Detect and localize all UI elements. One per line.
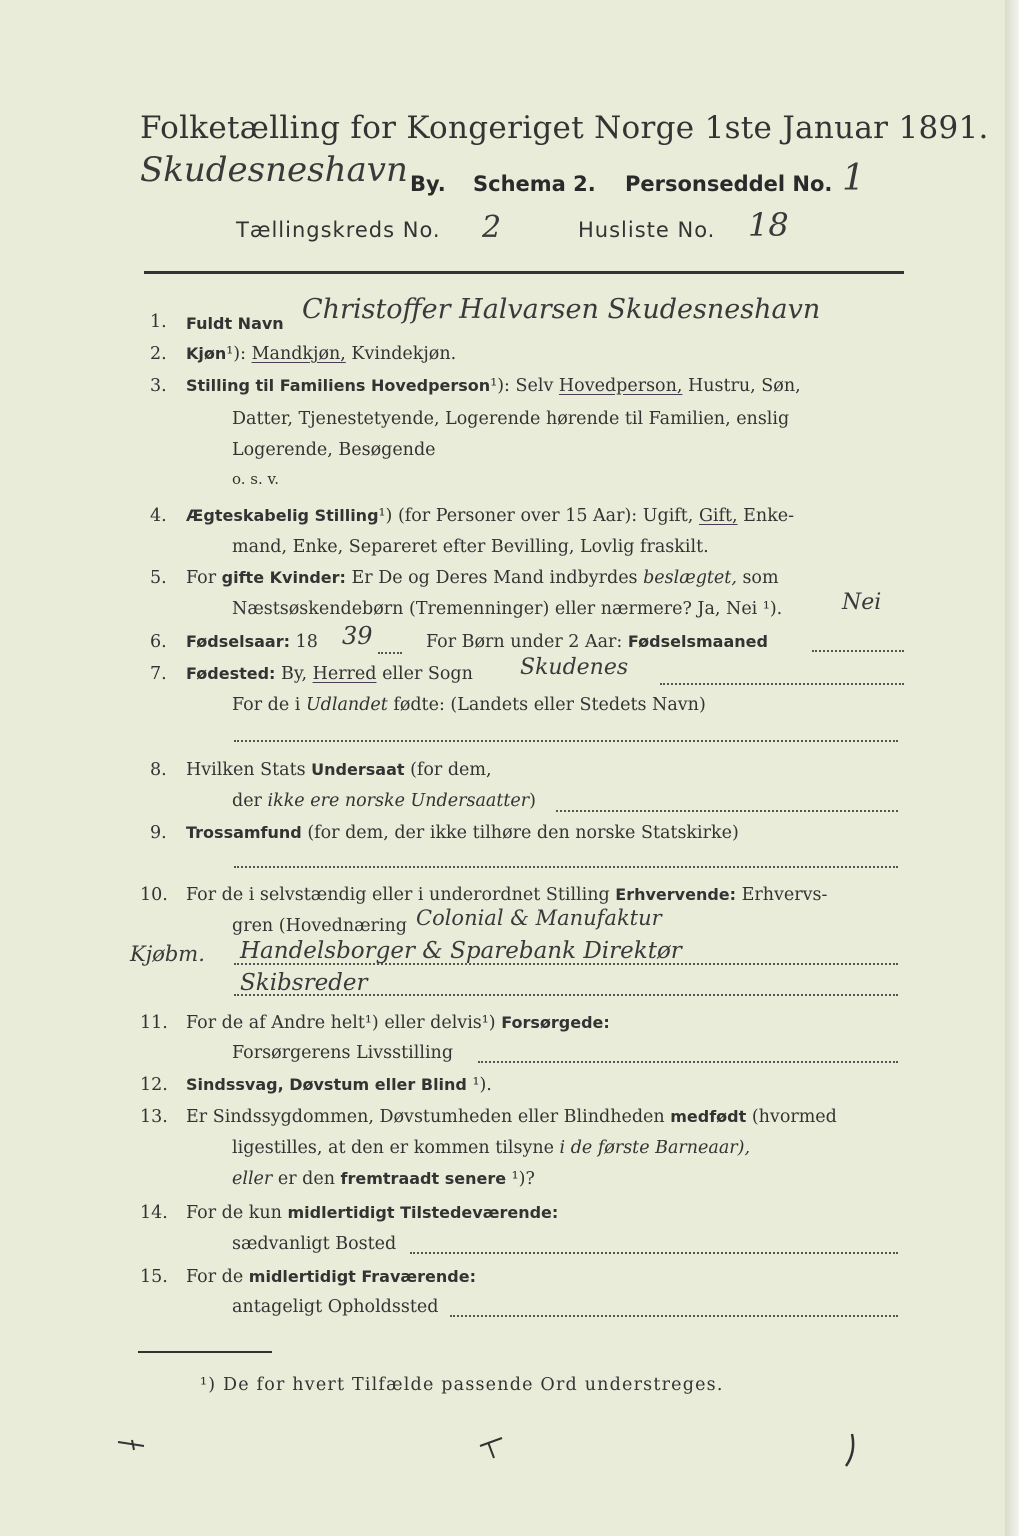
fill-line xyxy=(234,866,898,868)
family-position-line3: Logerende, Besøgende xyxy=(232,440,436,460)
birth-month-line xyxy=(426,632,768,652)
birthplace-line2 xyxy=(232,695,706,715)
handwritten-place: Skudesneshavn xyxy=(140,150,408,190)
marital-label: Ægteskabelig Stilling xyxy=(186,506,379,525)
disability-line xyxy=(186,1075,492,1095)
text: Erhvervs- xyxy=(736,885,828,905)
footnote-ref: ¹): xyxy=(226,344,247,364)
fill-line xyxy=(660,683,904,685)
option-text: Enke- xyxy=(737,506,795,526)
personseddel-number: 1 xyxy=(842,158,865,199)
option-text: Selv xyxy=(509,376,559,396)
question-italic: beslægtet, xyxy=(643,568,737,588)
text: For de xyxy=(186,1267,249,1287)
congenital-line2 xyxy=(232,1138,750,1158)
item-number: 12. xyxy=(140,1075,168,1095)
item-number: 1. xyxy=(150,312,167,332)
item-number: 4. xyxy=(150,506,167,526)
text: For de kun xyxy=(186,1203,288,1223)
occupation-label: Erhvervende: xyxy=(615,885,737,904)
text-italic: i de første Barneaar), xyxy=(559,1138,751,1158)
married-women-label: gifte Kvinder: xyxy=(221,568,346,587)
occupation-answer-3: Skibsreder xyxy=(240,970,368,996)
family-position-line4: o. s. v. xyxy=(232,470,279,488)
religion-line xyxy=(186,823,739,843)
nationality-line2 xyxy=(232,791,536,811)
family-position-line2: Datter, Tjenestetyende, Logerende hørende til Familien, enslig xyxy=(232,409,790,429)
text: (for dem, der ikke tilhøre den norske Statskirke) xyxy=(301,823,739,843)
married-women-line xyxy=(186,568,779,588)
husliste-number: 18 xyxy=(748,206,789,244)
nationality-line xyxy=(186,760,492,780)
footnote-rule xyxy=(138,1351,272,1353)
marital-line2: mand, Enke, Separeret efter Bevilling, Lovlig fraskilt. xyxy=(232,537,709,557)
text: er den xyxy=(272,1169,341,1189)
question-text: som xyxy=(736,568,779,588)
item-number: 5. xyxy=(150,568,167,588)
margin-note: Kjøbm. xyxy=(130,942,205,966)
fill-line xyxy=(378,652,402,654)
by-label: By. xyxy=(410,172,446,196)
occupation-line xyxy=(186,885,827,905)
disability-label: Sindssvag, Døvstum eller Blind xyxy=(186,1075,467,1094)
text: Er Sindssygdommen, Døvstumheden eller Blindheden xyxy=(186,1107,671,1127)
marital-line xyxy=(186,506,794,526)
item-number: 3. xyxy=(150,376,167,396)
footnote-ref: ¹) xyxy=(378,506,393,526)
option-text: Hustru, Søn, xyxy=(682,376,801,396)
birth-year-line xyxy=(186,632,318,652)
birth-year-answer: 39 xyxy=(342,622,373,650)
gender-label: Kjøn xyxy=(186,344,227,363)
support-line2: Forsørgerens Livsstilling xyxy=(232,1043,454,1063)
personseddel-label: Personseddel No. xyxy=(625,172,833,196)
text: der xyxy=(232,791,268,811)
option-underlined: Herred xyxy=(312,664,377,684)
question-text: Er De og Deres Mand indbyrdes xyxy=(345,568,644,588)
fill-line xyxy=(556,810,898,812)
item-number: 6. xyxy=(150,632,167,652)
family-position-line xyxy=(186,376,801,396)
footnote-ref: ¹) xyxy=(364,1013,379,1033)
fill-line xyxy=(478,1061,898,1063)
birth-year-label: Fødselsaar: xyxy=(186,632,290,651)
fill-line xyxy=(450,1315,898,1317)
birthplace-line xyxy=(186,664,473,684)
husliste-label: Husliste No. xyxy=(578,218,716,242)
married-women-answer: Nei xyxy=(842,590,882,615)
temp-absent-line2: antageligt Opholdssted xyxy=(232,1297,439,1317)
item-number: 11. xyxy=(140,1013,168,1033)
text: Hvilken Stats xyxy=(186,760,312,780)
text-italic: eller xyxy=(232,1169,273,1189)
footnote-ref: ¹)? xyxy=(506,1169,535,1189)
family-position-label: Stilling til Familiens Hovedperson xyxy=(186,376,491,395)
support-label: Forsørgede: xyxy=(495,1013,610,1032)
option-text: eller Sogn xyxy=(376,664,473,684)
temp-present-line xyxy=(186,1203,558,1223)
taellingskreds-number: 2 xyxy=(482,210,502,245)
footnote-ref: ¹): xyxy=(490,376,510,396)
item-number: 2. xyxy=(150,344,167,364)
temp-absent-label: midlertidigt Fraværende: xyxy=(248,1267,476,1286)
temp-present-line2: sædvanligt Bosted xyxy=(232,1234,397,1254)
occupation-answer-1: Colonial & Manufaktur xyxy=(416,906,662,930)
form-title: Folketælling for Kongeriget Norge 1ste Januar 1891. xyxy=(140,110,989,146)
fill-line xyxy=(234,963,898,965)
full-name-label: Fuldt Navn xyxy=(186,314,284,333)
congenital-line3 xyxy=(232,1169,535,1189)
item-number: 10. xyxy=(140,885,168,905)
text-italic: ikke ere norske Undersaatter xyxy=(267,791,530,811)
support-line xyxy=(186,1013,610,1033)
fill-line xyxy=(812,650,904,652)
option-text: (for Personer over 15 Aar): Ugift, xyxy=(392,506,699,526)
footnote: ¹) De for hvert Tilfælde passende Ord understreges. xyxy=(200,1375,724,1395)
text-italic: Udlandet xyxy=(305,695,388,715)
religion-label: Trossamfund xyxy=(186,823,302,842)
full-name-answer: Christoffer Halvarsen Skudesneshavn xyxy=(302,294,821,325)
page-edge xyxy=(1005,0,1019,1536)
header-rule xyxy=(144,271,904,274)
occupation-answer-2: Handelsborger & Sparebank Direktør xyxy=(240,938,682,964)
later-label: fremtraadt senere xyxy=(340,1169,507,1188)
text: (for dem, xyxy=(404,760,492,780)
fill-line xyxy=(234,994,898,996)
taellingskreds-label: Tællingskreds No. xyxy=(236,218,441,242)
option-text: By, xyxy=(275,664,313,684)
option-underlined: Hovedperson, xyxy=(558,376,683,396)
birth-month-text: For Børn under 2 Aar: xyxy=(426,632,628,652)
birthplace-label: Fødested: xyxy=(186,664,276,683)
gender-option-male: Mandkjøn, xyxy=(251,344,346,364)
item-number: 14. xyxy=(140,1203,168,1223)
text: ligestilles, at den er kommen tilsyne xyxy=(232,1138,560,1158)
gender-line xyxy=(186,344,456,364)
temp-absent-line xyxy=(186,1267,476,1287)
congenital-line xyxy=(186,1107,837,1127)
item-number: 13. xyxy=(140,1107,168,1127)
text: (hvormed xyxy=(746,1107,837,1127)
fill-line xyxy=(410,1252,898,1254)
prefix-text: For xyxy=(186,568,222,588)
text: eller delvis xyxy=(378,1013,482,1033)
birth-year-prefix: 18 xyxy=(290,632,318,652)
text: For de i xyxy=(232,695,306,715)
footnote-ref: ¹). xyxy=(466,1075,492,1095)
nationality-label: Undersaat xyxy=(311,760,405,779)
text: For de af Andre helt xyxy=(186,1013,365,1033)
temp-present-label: midlertidigt Tilstedeværende: xyxy=(287,1203,559,1222)
text: ) xyxy=(529,791,536,811)
footnote-ref: ¹) xyxy=(481,1013,496,1033)
item-number: 7. xyxy=(150,664,167,684)
item-number: 15. xyxy=(140,1267,168,1287)
text: For de i selvstændig eller i underordnet Stilling xyxy=(186,885,616,905)
item-number: 8. xyxy=(150,760,167,780)
gender-option-female: Kvindekjøn. xyxy=(345,344,457,364)
married-women-line2: Næstsøskendebørn (Tremenninger) eller nærmere? Ja, Nei ¹). xyxy=(232,599,783,619)
option-underlined: Gift, xyxy=(698,506,738,526)
birthplace-answer: Skudenes xyxy=(520,655,629,680)
item-number: 9. xyxy=(150,823,167,843)
congenital-label: medfødt xyxy=(670,1107,747,1126)
text: fødte: (Landets eller Stedets Navn) xyxy=(387,695,706,715)
schema-label: Schema 2. xyxy=(473,172,596,196)
occupation-line2: gren (Hovednæring xyxy=(232,916,407,936)
birth-month-label: Fødselsmaaned xyxy=(627,632,768,651)
fill-line xyxy=(234,740,898,742)
pen-marks xyxy=(108,1428,908,1478)
